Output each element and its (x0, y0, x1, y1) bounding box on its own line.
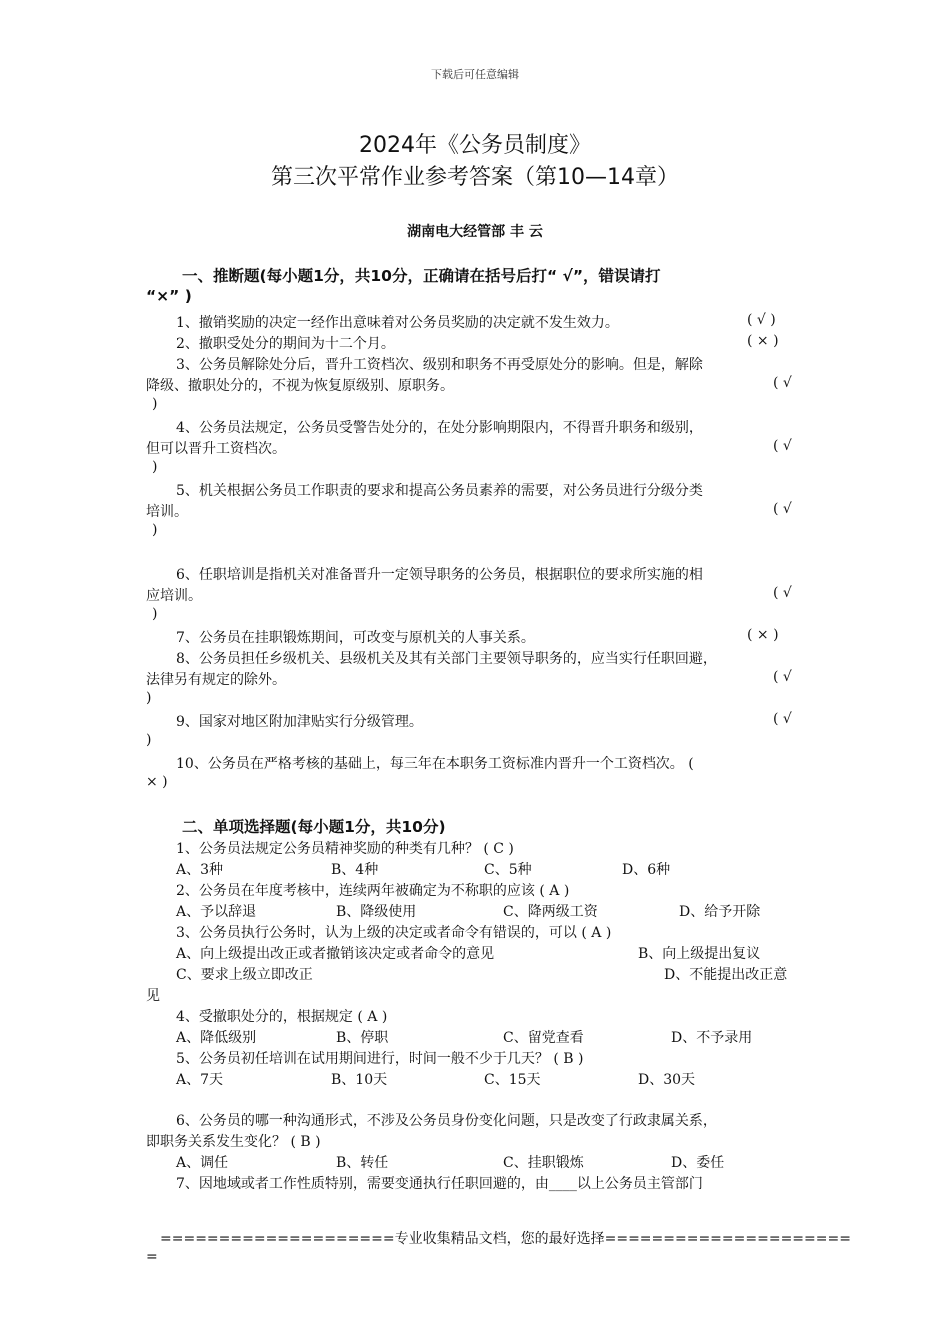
q2-3-option-b: B、向上级提出复议 (638, 946, 761, 962)
q1-3-text: 3、公务员解除处分后，晋升工资档次、级别和职务不再受原处分的影响。但是，解除 (176, 357, 703, 373)
section1-title: 一、推断题(每小题1分，共10分，正确请在括号后打“ √”，错误请打 (182, 267, 661, 285)
q2-3-option-d: D、不能提出改正意 (664, 967, 788, 983)
q2-1-option-c: C、5种 (484, 862, 532, 878)
q1-5-text-cont: 培训。 (146, 504, 188, 520)
q2-6-text: 6、公务员的哪一种沟通形式，不涉及公务员身份变化问题，只是改变了行政隶属关系， (176, 1113, 717, 1129)
q1-6-answer: ( √ (773, 585, 792, 601)
q2-3-option-d-cont: 见 (146, 988, 160, 1004)
q2-3-text: 3、公务员执行公务时，认为上级的决定或者命令有错误的，可以 ( A ) (176, 925, 612, 941)
q2-2-option-d: D、给予开除 (679, 904, 761, 920)
q1-5-text: 5、机关根据公务员工作职责的要求和提高公务员素养的需要，对公务员进行分级分类 (176, 483, 703, 499)
q2-4-option-c: C、留党查看 (503, 1030, 584, 1046)
q1-8-answer-close: ) (146, 690, 152, 706)
q1-3-text-cont: 降级、撤职处分的，不视为恢复原级别、原职务。 (146, 378, 454, 394)
q2-2-option-b: B、降级使用 (336, 904, 417, 920)
q1-5-answer-close: ) (152, 522, 158, 538)
q2-6-option-c: C、挂职锻炼 (503, 1155, 584, 1171)
author-line: 湖南电大经管部 丰 云 (407, 224, 543, 240)
q2-5-option-b: B、10天 (331, 1072, 388, 1088)
section1-title-cont: “×” ) (146, 287, 192, 305)
q1-9-text: 9、国家对地区附加津贴实行分级管理。 (176, 714, 423, 730)
q1-10-answer: × ) (146, 774, 168, 790)
q1-8-text-cont: 法律另有规定的除外。 (146, 672, 286, 688)
q2-4-option-b: B、停职 (336, 1030, 389, 1046)
q2-4-option-d: D、不予录用 (671, 1030, 753, 1046)
q1-1-text: 1、撤销奖励的决定一经作出意味着对公务员奖励的决定就不发生效力。 (176, 315, 619, 331)
q1-10-text: 10、公务员在严格考核的基础上，每三年在本职务工资标准内晋升一个工资档次。 ( (176, 756, 694, 772)
q1-9-answer: ( √ (773, 711, 792, 727)
q2-4-text: 4、受撤职处分的，根据规定 ( A ) (176, 1009, 388, 1025)
q1-2-answer: ( × ) (747, 333, 779, 349)
q1-9-answer-close: ) (146, 732, 152, 748)
q1-4-text: 4、公务员法规定，公务员受警告处分的，在处分影响期限内，不得晋升职务和级别， (176, 420, 703, 436)
q1-8-answer: ( √ (773, 669, 792, 685)
q2-5-option-c: C、15天 (484, 1072, 541, 1088)
q1-3-answer: ( √ (773, 375, 792, 391)
q2-6-option-a: A、调任 (176, 1155, 229, 1171)
q2-1-option-d: D、6种 (622, 862, 671, 878)
download-note: 下载后可任意编辑 (431, 68, 519, 81)
q1-4-answer: ( √ (773, 438, 792, 454)
q1-2-text: 2、撤职受处分的期间为十二个月。 (176, 336, 395, 352)
q2-5-text: 5、公务员初任培训在试用期间进行，时间一般不少于几天？ ( B ) (176, 1051, 584, 1067)
q1-7-answer: ( × ) (747, 627, 779, 643)
q2-3-option-c: C、要求上级立即改正 (176, 967, 313, 983)
footer-banner: ====================专业收集精品文档，您的最好选择===================== (160, 1231, 851, 1247)
section2-title: 二、单项选择题(每小题1分，共10分) (182, 818, 446, 836)
q1-4-text-cont: 但可以晋升工资档次。 (146, 441, 286, 457)
q1-6-answer-close: ) (152, 606, 158, 622)
q2-6-text-cont: 即职务关系发生变化？ ( B ) (146, 1134, 321, 1150)
q2-5-option-a: A、7天 (176, 1072, 224, 1088)
q1-5-answer: ( √ (773, 501, 792, 517)
q1-6-text: 6、任职培训是指机关对准备晋升一定领导职务的公务员，根据职位的要求所实施的相 (176, 567, 703, 583)
q1-6-text-cont: 应培训。 (146, 588, 202, 604)
q2-3-option-a: A、向上级提出改正或者撤销该决定或者命令的意见 (176, 946, 495, 962)
q1-3-answer-close: ) (152, 396, 158, 412)
q2-7-text: 7、因地域或者工作性质特别，需要变通执行任职回避的，由____以上公务员主管部门 (176, 1176, 703, 1192)
q1-7-text: 7、公务员在挂职锻炼期间，可改变与原机关的人事关系。 (176, 630, 535, 646)
page-title: 2024年《公务员制度》 (359, 133, 591, 158)
q2-1-option-a: A、3种 (176, 862, 224, 878)
q2-5-option-d: D、30天 (638, 1072, 696, 1088)
q2-2-option-a: A、予以辞退 (176, 904, 257, 920)
q2-6-option-d: D、委任 (671, 1155, 725, 1171)
footer-banner-cont: = (146, 1249, 158, 1265)
q1-4-answer-close: ) (152, 459, 158, 475)
page-subtitle: 第三次平常作业参考答案（第10—14章） (271, 165, 679, 190)
q1-8-text: 8、公务员担任乡级机关、县级机关及其有关部门主要领导职务的，应当实行任职回避， (176, 651, 717, 667)
q2-2-option-c: C、降两级工资 (503, 904, 598, 920)
q1-1-answer: ( √ ) (747, 312, 776, 328)
q2-2-text: 2、公务员在年度考核中，连续两年被确定为不称职的应该 ( A ) (176, 883, 570, 899)
q2-1-option-b: B、4种 (331, 862, 379, 878)
q2-4-option-a: A、降低级别 (176, 1030, 257, 1046)
q2-1-text: 1、公务员法规定公务员精神奖励的种类有几种？ ( C ) (176, 841, 514, 857)
q2-6-option-b: B、转任 (336, 1155, 389, 1171)
